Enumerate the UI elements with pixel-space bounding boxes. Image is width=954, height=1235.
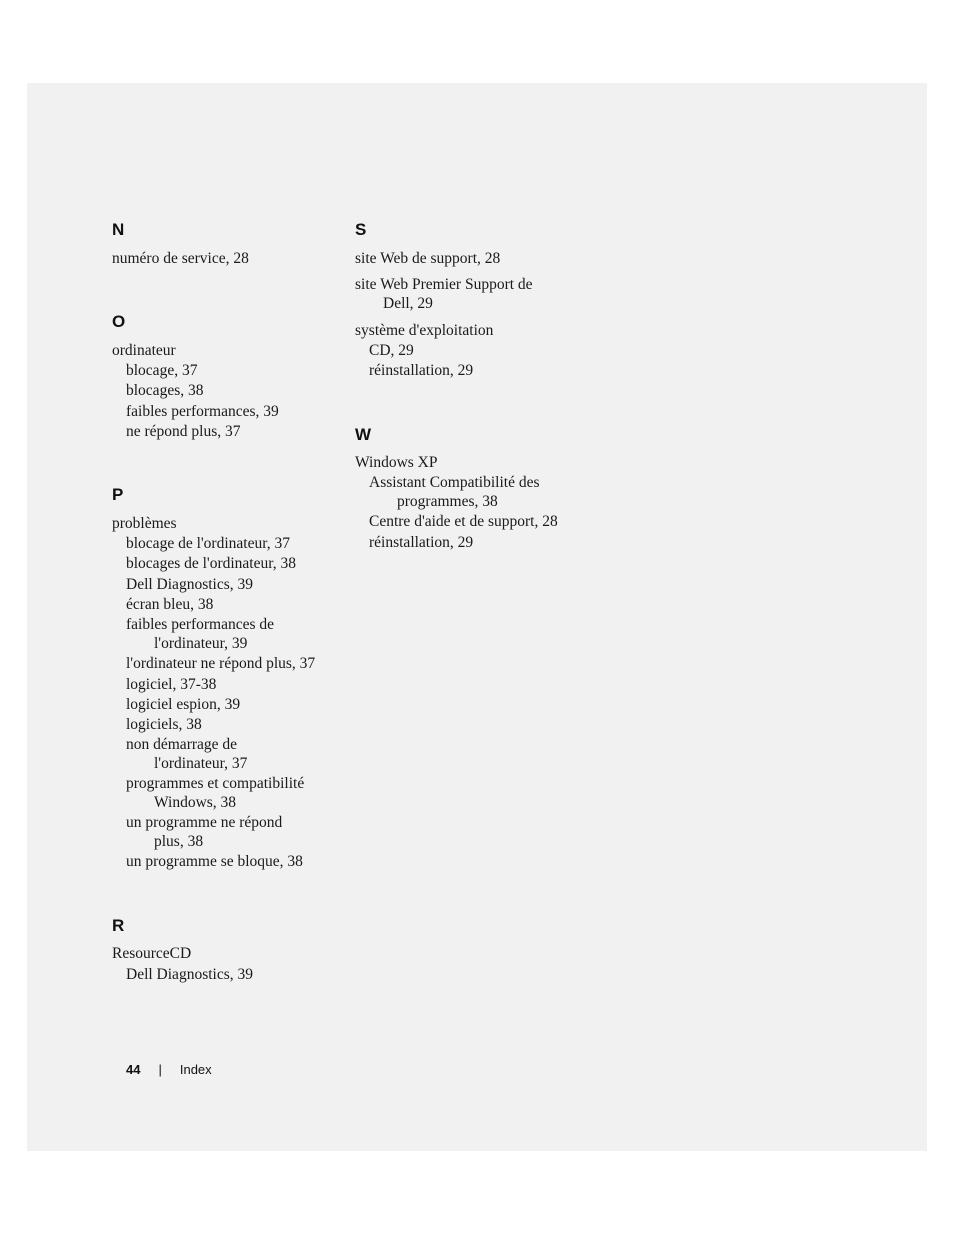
page-footer <box>126 1061 212 1079</box>
index-subentry: un programme se bloque, 38 <box>126 853 303 870</box>
index-entry: site Web Premier Support de <box>355 276 533 293</box>
index-entry: ResourceCD <box>112 945 192 962</box>
index-subentry: l'ordinateur ne répond plus, 37 <box>126 655 316 672</box>
index-subentry: Dell Diagnostics, 39 <box>126 966 253 983</box>
index-subentry: réinstallation, 29 <box>369 534 474 551</box>
section-letter-p: P <box>112 485 124 504</box>
index-subentry: faibles performances de <box>126 616 275 633</box>
index-entry: site Web de support, 28 <box>355 250 501 267</box>
section-letter-r: R <box>112 916 125 935</box>
footer-section-title: Index <box>179 1062 212 1077</box>
index-subentry: Centre d'aide et de support, 28 <box>369 513 558 530</box>
index-subentry: un programme ne répond <box>126 814 283 831</box>
index-entry: Windows XP <box>355 454 438 471</box>
index-subentry-continued: Windows, 38 <box>154 794 237 811</box>
index-entry: ordinateur <box>112 342 176 359</box>
footer-separator: | <box>158 1062 162 1077</box>
index-subentry: faibles performances, 39 <box>126 403 279 420</box>
index-subentry: logiciel, 37-38 <box>126 676 217 693</box>
section-letter-o: O <box>112 312 126 331</box>
index-subentry: CD, 29 <box>369 342 414 359</box>
index-subentry: logiciels, 38 <box>126 716 202 733</box>
index-subentry-continued: l'ordinateur, 39 <box>154 635 248 652</box>
section-letter-n: N <box>112 220 125 239</box>
index-page <box>27 83 927 1151</box>
page-number: 44 <box>126 1062 141 1077</box>
index-subentry: ne répond plus, 37 <box>126 423 241 440</box>
index-subentry: non démarrage de <box>126 736 238 753</box>
index-subentry: Dell Diagnostics, 39 <box>126 576 253 593</box>
index-subentry: écran bleu, 38 <box>126 596 214 613</box>
index-subentry: logiciel espion, 39 <box>126 696 241 713</box>
index-subentry-continued: plus, 38 <box>154 833 204 850</box>
index-entry: numéro de service, 28 <box>112 250 249 267</box>
index-subentry: blocage de l'ordinateur, 37 <box>126 535 290 552</box>
index-subentry-continued: programmes, 38 <box>397 493 498 510</box>
index-entry: problèmes <box>112 515 177 532</box>
section-letter-s: S <box>355 220 367 239</box>
index-subentry: blocages, 38 <box>126 382 204 399</box>
index-subentry-continued: l'ordinateur, 37 <box>154 755 248 772</box>
index-subentry: Assistant Compatibilité des <box>369 474 540 491</box>
index-subentry: blocage, 37 <box>126 362 198 379</box>
index-subentry: blocages de l'ordinateur, 38 <box>126 555 297 572</box>
index-subentry: réinstallation, 29 <box>369 362 474 379</box>
section-letter-w: W <box>355 425 372 444</box>
index-entry-continued: Dell, 29 <box>383 295 433 312</box>
index-subentry: programmes et compatibilité <box>126 775 305 792</box>
index-entry: système d'exploitation <box>355 322 494 339</box>
